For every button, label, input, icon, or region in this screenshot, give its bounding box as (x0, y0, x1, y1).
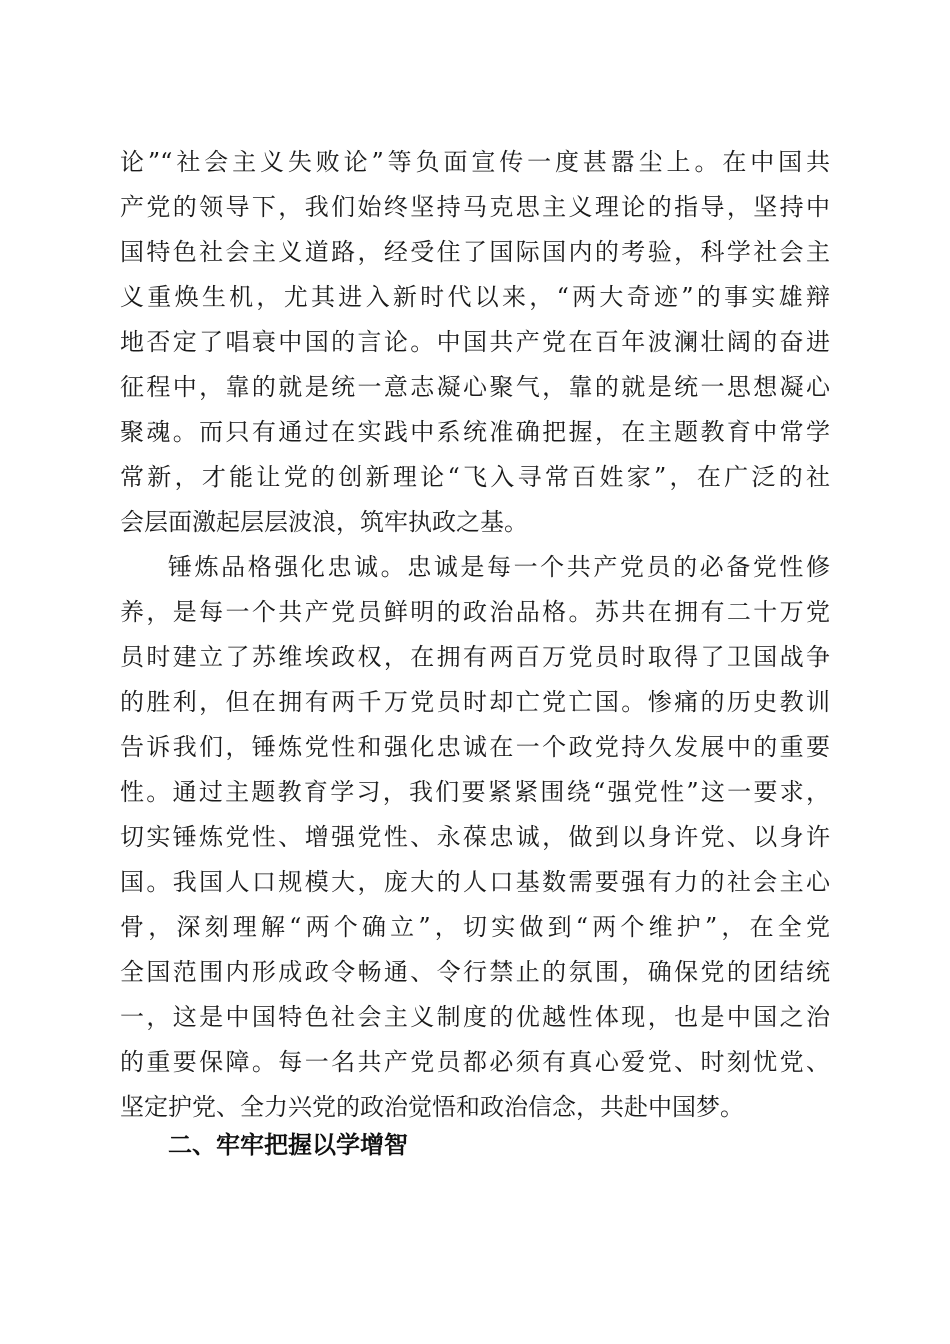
paragraph-line: 坚定护党、全力兴党的政治觉悟和政治信念，共赴中国梦。 (120, 1093, 744, 1121)
paragraph-line: 锤炼品格强化忠诚。忠诚是每一个共产党员的必备党性修 (168, 553, 830, 581)
paragraph-line: 国特色社会主义道路，经受住了国际国内的考验，科学社会主 (120, 238, 830, 266)
section-heading: 二、牢牢把握以学增智 (168, 1131, 408, 1159)
paragraph-line: 常新，才能让党的创新理论“飞入寻常百姓家”，在广泛的社 (120, 463, 830, 491)
paragraph-line: 论”“社会主义失败论”等负面宣传一度甚嚣尘上。在中国共 (120, 148, 830, 176)
paragraph-line: 骨，深刻理解“两个确立”，切实做到“两个维护”，在全党 (120, 913, 830, 941)
paragraph-line: 告诉我们，锤炼党性和强化忠诚在一个政党持久发展中的重要 (120, 733, 830, 761)
paragraph-line: 的重要保障。每一名共产党员都必须有真心爱党、时刻忧党、 (120, 1048, 830, 1076)
paragraph-line: 全国范围内形成政令畅通、令行禁止的氛围，确保党的团结统 (120, 958, 830, 986)
paragraph-line: 地否定了唱衰中国的言论。中国共产党在百年波澜壮阔的奋进 (120, 328, 830, 356)
paragraph-line: 国。我国人口规模大，庞大的人口基数需要强有力的社会主心 (120, 868, 830, 896)
paragraph-line: 征程中，靠的就是统一意志凝心聚气，靠的就是统一思想凝心 (120, 373, 830, 401)
paragraph-line: 一，这是中国特色社会主义制度的优越性体现，也是中国之治 (120, 1003, 830, 1031)
paragraph-line: 义重焕生机，尤其进入新时代以来，“两大奇迹”的事实雄辩 (120, 283, 830, 311)
paragraph-line: 会层面激起层层波浪，筑牢执政之基。 (120, 508, 528, 536)
paragraph-line: 聚魂。而只有通过在实践中系统准确把握，在主题教育中常学 (120, 418, 830, 446)
paragraph-line: 切实锤炼党性、增强党性、永葆忠诚，做到以身许党、以身许 (120, 823, 830, 851)
paragraph-line: 养，是每一个共产党员鲜明的政治品格。苏共在拥有二十万党 (120, 598, 830, 626)
paragraph-line: 性。通过主题教育学习，我们要紧紧围绕“强党性”这一要求， (120, 778, 830, 806)
paragraph-line: 的胜利，但在拥有两千万党员时却亡党亡国。惨痛的历史教训 (120, 688, 830, 716)
paragraph-line: 产党的领导下，我们始终坚持马克思主义理论的指导，坚持中 (120, 193, 830, 221)
paragraph-line: 员时建立了苏维埃政权，在拥有两百万党员时取得了卫国战争 (120, 643, 830, 671)
